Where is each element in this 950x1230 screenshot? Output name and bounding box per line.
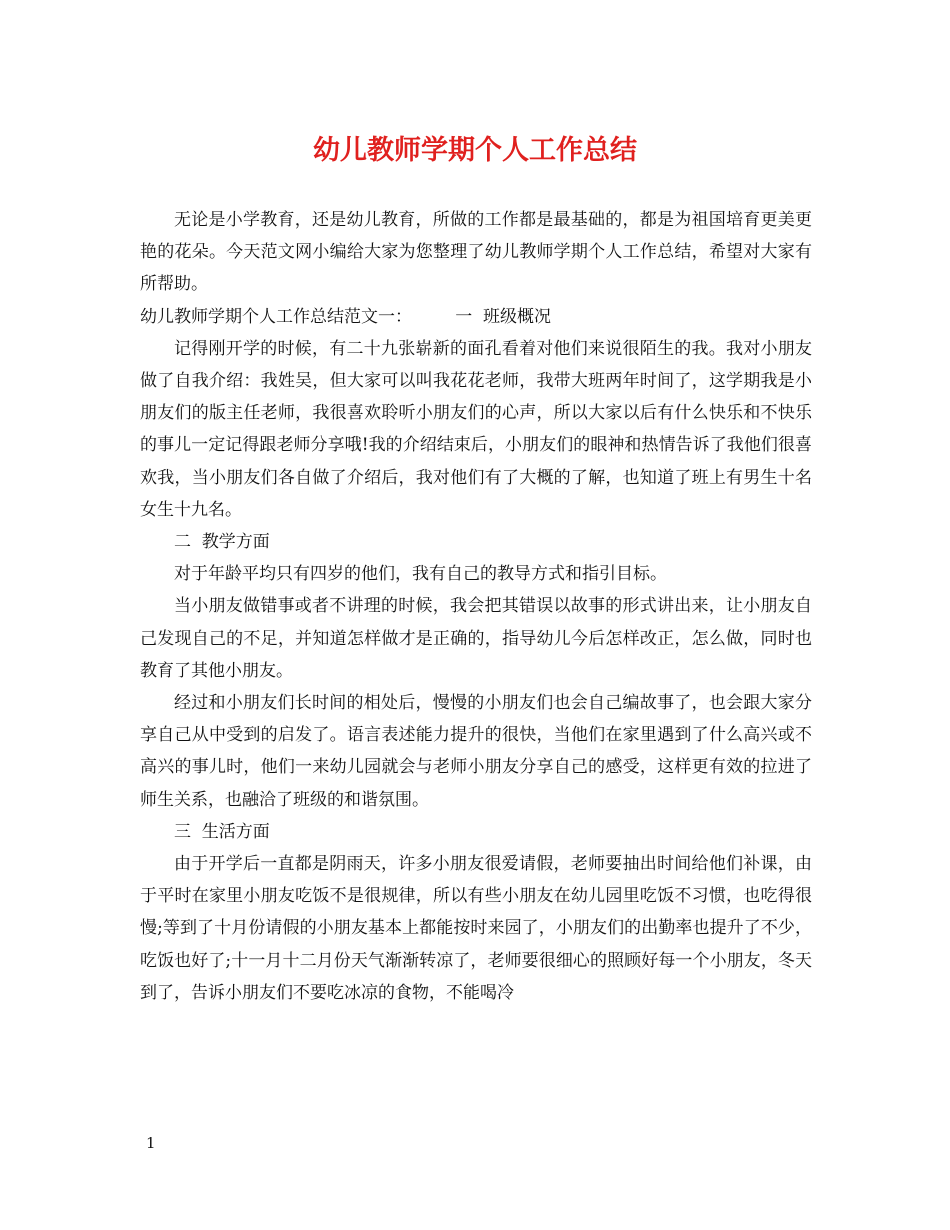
document-title: 幼儿教师学期个人工作总结 <box>313 135 637 166</box>
section-heading-teaching: 二 教学方面 <box>174 532 270 553</box>
section-heading-class-overview: 幼儿教师学期个人工作总结范文一： 一 班级概况 <box>140 306 552 327</box>
section-heading-daily-life: 三 生活方面 <box>174 821 270 842</box>
document-body <box>140 204 812 1009</box>
paragraph-daily-life: 由于开学后一直都是阴雨天，许多小朋友很爱请假，老师要抽出时间给他们补课，由于平时在家里小朋友吃饭不是很规律，所以有些小朋友在幼儿园里吃饭不习惯，也吃得很慢;等到了十月份请假的小朋友基本上都能按时来园了，小朋友们的出勤率也提升了不少，吃饭也好了;十一月十二月份天气渐渐转凉了，老师要很细心的照顾好每一个小朋友，冬天到了，告诉小朋友们不要吃冰凉的食物，不能喝冷 <box>140 854 812 1003</box>
intro-paragraph: 无论是小学教育，还是幼儿教育，所做的工作都是最基础的，都是为祖国培育更美更艳的花朵。今天范文网小编给大家为您整理了幼儿教师学期个人工作总结，希望对大家有所帮助。 <box>140 210 812 295</box>
page-number: 1 <box>146 1134 156 1152</box>
paragraph-teaching-3: 经过和小朋友们长时间的相处后，慢慢的小朋友们也会自己编故事了，也会跟大家分享自己从中受到的启发了。语言表述能力提升的很快，当他们在家里遇到了什么高兴或不高兴的事儿时，他们一来幼儿园就会与老师小朋友分享自己的感受，这样更有效的拉进了师生关系，也融洽了班级的和谐氛围。 <box>140 693 812 810</box>
paragraph-teaching-1: 对于年龄平均只有四岁的他们，我有自己的教导方式和指引目标。 <box>174 564 667 585</box>
paragraph-class-overview: 记得刚开学的时候，有二十九张崭新的面孔看着对他们来说很陌生的我。我对小朋友做了自我介绍：我姓吴，但大家可以叫我花花老师，我带大班两年时间了，这学期我是小朋友们的版主任老师，我很喜欢聆听小朋友们的心声，所以大家以后有什么快乐和不快乐的事儿一定记得跟老师分享哦!我的介绍结束后，小朋友们的眼神和热情告诉了我他们很喜欢我，当小朋友们各自做了介绍后，我对他们有了大概的了解，也知道了班上有男生十名女生十九名。 <box>140 338 812 520</box>
paragraph-teaching-2: 当小朋友做错事或者不讲理的时候，我会把其错误以故事的形式讲出来，让小朋友自己发现自己的不足，并知道怎样做才是正确的，指导幼儿今后怎样改正，怎么做，同时也教育了其他小朋友。 <box>140 596 812 681</box>
